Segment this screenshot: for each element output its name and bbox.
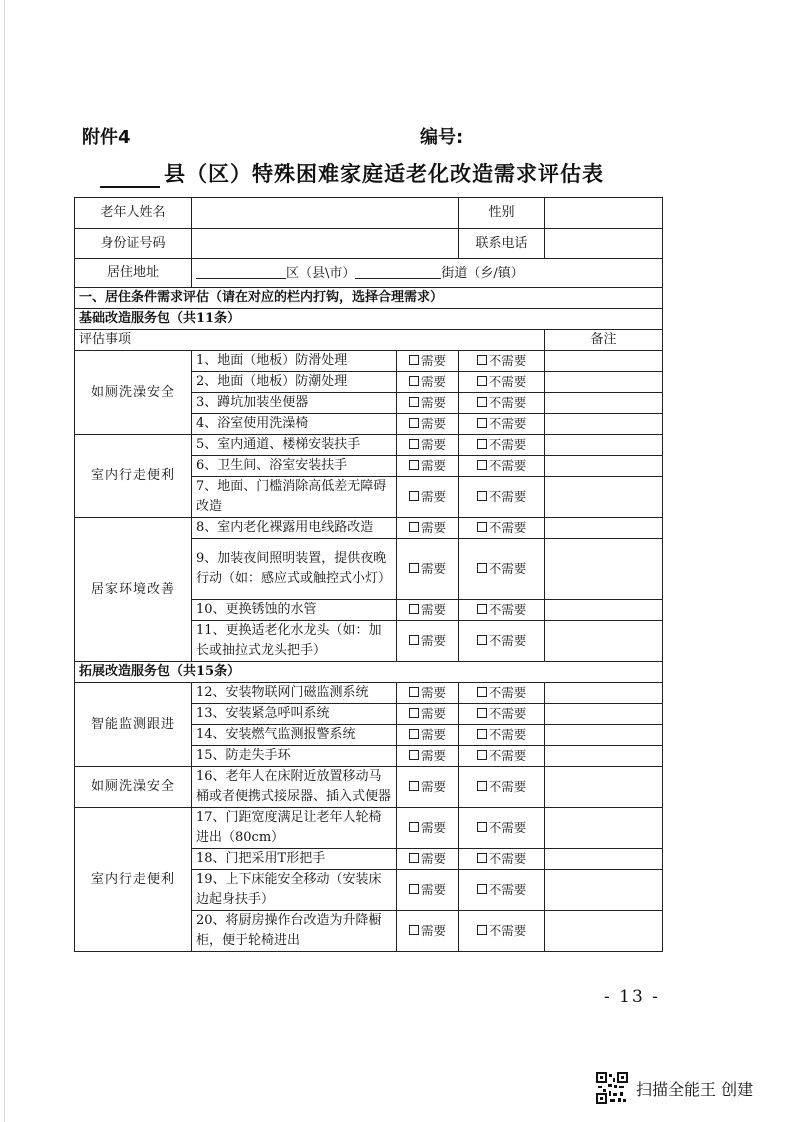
checkbox-icon[interactable]: [477, 439, 487, 449]
no-need-option-label: 不需要: [488, 779, 527, 794]
checkbox-icon[interactable]: [477, 397, 487, 407]
need-option[interactable]: [397, 351, 459, 372]
no-need-option[interactable]: [459, 456, 545, 477]
remark-cell[interactable]: [545, 767, 663, 808]
need-option[interactable]: [397, 539, 459, 600]
need-option[interactable]: [397, 683, 459, 704]
need-option[interactable]: [397, 746, 459, 767]
item-description: 12、安装物联网门磁监测系统: [192, 683, 397, 704]
no-need-option[interactable]: [459, 621, 545, 662]
need-option-label: 需要: [420, 820, 446, 835]
item-description: 14、安装燃气监测报警系统: [192, 725, 397, 746]
checkbox-icon[interactable]: [409, 397, 419, 407]
basic-package-body: [75, 351, 663, 662]
no-need-option[interactable]: [459, 746, 545, 767]
no-need-option[interactable]: [459, 414, 545, 435]
table-row: [75, 435, 663, 456]
checkbox-icon[interactable]: [477, 635, 487, 645]
item-description: 5、室内通道、楼梯安装扶手: [192, 435, 397, 456]
remark-cell[interactable]: [545, 704, 663, 725]
item-description: 16、老年人在床附近放置移动马桶或者便携式接尿器、插入式便器: [192, 767, 397, 808]
no-need-option[interactable]: [459, 808, 545, 849]
no-need-option-label: 不需要: [488, 416, 527, 431]
no-need-option[interactable]: [459, 393, 545, 414]
no-need-option-label: 不需要: [488, 374, 527, 389]
phone-field[interactable]: [545, 229, 663, 259]
need-option[interactable]: [397, 911, 459, 952]
remark-cell[interactable]: [545, 725, 663, 746]
no-need-option-label: 不需要: [488, 602, 527, 617]
checkbox-icon[interactable]: [477, 418, 487, 428]
checkbox-icon[interactable]: [409, 418, 419, 428]
need-option-label: 需要: [420, 923, 446, 938]
page-number: - 13 -: [604, 987, 660, 1007]
form-title-text: 县（区）特殊困难家庭适老化改造需求评估表: [164, 162, 604, 186]
table-row: [75, 683, 663, 704]
form-title: [100, 158, 604, 188]
checkbox-icon[interactable]: [477, 460, 487, 470]
item-description: 11、更换适老化水龙头（如：加长或抽拉式龙头把手）: [192, 621, 397, 662]
need-option-label: 需要: [420, 602, 446, 617]
item-description: 6、卫生间、浴室安装扶手: [192, 456, 397, 477]
remark-cell[interactable]: [545, 600, 663, 621]
category-label: 室内行走便利: [75, 435, 192, 518]
need-option-label: 需要: [420, 561, 446, 576]
no-need-option-label: 不需要: [488, 458, 527, 473]
no-need-option[interactable]: [459, 372, 545, 393]
item-description: 9、加装夜间照明装置，提供夜晚行动（如：感应式或触控式小灯）: [192, 539, 397, 600]
remark-cell[interactable]: [545, 435, 663, 456]
checkbox-icon[interactable]: [409, 604, 419, 614]
table-row: [75, 767, 663, 808]
extended-package-body: [75, 683, 663, 952]
eval-header: 评估事项: [75, 330, 545, 351]
remark-cell[interactable]: [545, 621, 663, 662]
street-suffix: 街道（乡/镇）: [441, 265, 524, 281]
no-need-option[interactable]: [459, 725, 545, 746]
no-need-option[interactable]: [459, 704, 545, 725]
remark-cell[interactable]: [545, 849, 663, 870]
checkbox-icon[interactable]: [409, 439, 419, 449]
scanner-text: 扫描全能王 创建: [636, 1079, 754, 1099]
item-description: 13、安装紧急呼叫系统: [192, 704, 397, 725]
remark-cell[interactable]: [545, 456, 663, 477]
need-option[interactable]: [397, 435, 459, 456]
phone-label: 联系电话: [459, 229, 545, 259]
need-option[interactable]: [397, 725, 459, 746]
need-option[interactable]: [397, 600, 459, 621]
checkbox-icon[interactable]: [409, 522, 419, 532]
no-need-option[interactable]: [459, 767, 545, 808]
section-1-title: 一、居住条件需求评估（请在对应的栏内打钩，选择合理需求）: [75, 288, 663, 309]
county-blank[interactable]: [100, 162, 160, 188]
checkbox-icon[interactable]: [409, 376, 419, 386]
category-label: 如厕洗澡安全: [75, 767, 192, 808]
checkbox-icon[interactable]: [409, 781, 419, 791]
checkbox-icon[interactable]: [477, 884, 487, 894]
item-description: 10、更换锈蚀的水管: [192, 600, 397, 621]
district-suffix: 区（县\市）: [286, 265, 356, 281]
table-row: [75, 518, 663, 539]
checkbox-icon[interactable]: [477, 563, 487, 573]
need-option[interactable]: [397, 849, 459, 870]
checkbox-icon[interactable]: [477, 853, 487, 863]
checkbox-icon[interactable]: [477, 355, 487, 365]
item-description: 2、地面（地板）防潮处理: [192, 372, 397, 393]
checkbox-icon[interactable]: [409, 355, 419, 365]
need-option-label: 需要: [420, 748, 446, 763]
category-label: 如厕洗澡安全: [75, 351, 192, 435]
checkbox-icon[interactable]: [477, 708, 487, 718]
checkbox-icon[interactable]: [477, 491, 487, 501]
page-edge: [4, 0, 5, 1122]
checkbox-icon[interactable]: [477, 604, 487, 614]
need-option-label: 需要: [420, 779, 446, 794]
need-option-label: 需要: [420, 458, 446, 473]
no-need-option-label: 不需要: [488, 882, 527, 897]
no-need-option-label: 不需要: [488, 727, 527, 742]
basic-package-title: 基础改造服务包（共11条）: [75, 309, 663, 330]
checkbox-icon[interactable]: [409, 635, 419, 645]
need-option-label: 需要: [420, 520, 446, 535]
remark-cell[interactable]: [545, 683, 663, 704]
checkbox-icon[interactable]: [477, 522, 487, 532]
no-need-option-label: 不需要: [488, 820, 527, 835]
need-option-label: 需要: [420, 395, 446, 410]
item-description: 3、蹲坑加装坐便器: [192, 393, 397, 414]
checkbox-icon[interactable]: [409, 853, 419, 863]
district-blank[interactable]: [196, 263, 286, 279]
checkbox-icon[interactable]: [409, 563, 419, 573]
remark-cell[interactable]: [545, 393, 663, 414]
need-option[interactable]: [397, 621, 459, 662]
need-option[interactable]: [397, 372, 459, 393]
need-option[interactable]: [397, 870, 459, 911]
remark-cell[interactable]: [545, 414, 663, 435]
assessment-form-table: [74, 197, 663, 952]
id-label: 身份证号码: [75, 229, 192, 259]
extended-package-title: 拓展改造服务包（共15条）: [75, 662, 663, 683]
need-option[interactable]: [397, 393, 459, 414]
remark-header: 备注: [545, 330, 663, 351]
serial-number-label: 编号:: [420, 127, 464, 148]
remark-cell[interactable]: [545, 808, 663, 849]
table-row: [75, 808, 663, 849]
checkbox-icon[interactable]: [477, 822, 487, 832]
remark-cell[interactable]: [545, 372, 663, 393]
no-need-option-label: 不需要: [488, 395, 527, 410]
need-option-label: 需要: [420, 437, 446, 452]
no-need-option-label: 不需要: [488, 748, 527, 763]
no-need-option-label: 不需要: [488, 437, 527, 452]
need-option[interactable]: [397, 477, 459, 518]
no-need-option-label: 不需要: [488, 561, 527, 576]
no-need-option-label: 不需要: [488, 685, 527, 700]
item-description: 15、防走失手环: [192, 746, 397, 767]
gender-field[interactable]: [545, 198, 663, 229]
checkbox-icon[interactable]: [409, 687, 419, 697]
need-option-label: 需要: [420, 706, 446, 721]
no-need-option-label: 不需要: [488, 923, 527, 938]
no-need-option[interactable]: [459, 539, 545, 600]
remark-cell[interactable]: [545, 351, 663, 372]
no-need-option[interactable]: [459, 849, 545, 870]
need-option[interactable]: [397, 767, 459, 808]
remark-cell[interactable]: [545, 518, 663, 539]
id-field[interactable]: [192, 229, 459, 259]
no-need-option[interactable]: [459, 911, 545, 952]
checkbox-icon[interactable]: [409, 750, 419, 760]
remark-cell[interactable]: [545, 911, 663, 952]
no-need-option-label: 不需要: [488, 633, 527, 648]
street-blank[interactable]: [355, 263, 441, 279]
item-description: 4、浴室使用洗澡椅: [192, 414, 397, 435]
item-description: 8、室内老化裸露用电线路改造: [192, 518, 397, 539]
item-description: 19、上下床能安全移动（安装床边起身扶手）: [192, 870, 397, 911]
attachment-label: 附件4: [82, 127, 131, 148]
checkbox-icon[interactable]: [409, 925, 419, 935]
no-need-option[interactable]: [459, 683, 545, 704]
checkbox-icon[interactable]: [477, 687, 487, 697]
need-option[interactable]: [397, 456, 459, 477]
scanner-watermark: [596, 1072, 753, 1104]
need-option-label: 需要: [420, 353, 446, 368]
checkbox-icon[interactable]: [477, 729, 487, 739]
no-need-option[interactable]: [459, 477, 545, 518]
no-need-option[interactable]: [459, 351, 545, 372]
checkbox-icon[interactable]: [477, 925, 487, 935]
need-option-label: 需要: [420, 416, 446, 431]
need-option[interactable]: [397, 518, 459, 539]
need-option-label: 需要: [420, 685, 446, 700]
category-label: 居家环境改善: [75, 518, 192, 662]
no-need-option[interactable]: [459, 600, 545, 621]
checkbox-icon[interactable]: [477, 781, 487, 791]
need-option[interactable]: [397, 414, 459, 435]
category-label: 智能监测跟进: [75, 683, 192, 767]
need-option-label: 需要: [420, 851, 446, 866]
checkbox-icon[interactable]: [477, 376, 487, 386]
item-description: 20、将厨房操作台改造为升降橱柜，便于轮椅进出: [192, 911, 397, 952]
no-need-option-label: 不需要: [488, 706, 527, 721]
no-need-option[interactable]: [459, 435, 545, 456]
need-option-label: 需要: [420, 489, 446, 504]
item-description: 7、地面、门槛消除高低差无障碍改造: [192, 477, 397, 518]
need-option-label: 需要: [420, 727, 446, 742]
need-option-label: 需要: [420, 374, 446, 389]
remark-cell[interactable]: [545, 870, 663, 911]
need-option-label: 需要: [420, 882, 446, 897]
category-label: 室内行走便利: [75, 808, 192, 952]
qr-code-icon: [596, 1072, 628, 1104]
no-need-option[interactable]: [459, 870, 545, 911]
checkbox-icon[interactable]: [409, 884, 419, 894]
need-option-label: 需要: [420, 633, 446, 648]
remark-cell[interactable]: [545, 477, 663, 518]
item-description: 18、门把采用T形把手: [192, 849, 397, 870]
no-need-option-label: 不需要: [488, 520, 527, 535]
need-option[interactable]: [397, 704, 459, 725]
checkbox-icon[interactable]: [409, 822, 419, 832]
remark-cell[interactable]: [545, 539, 663, 600]
checkbox-icon[interactable]: [409, 491, 419, 501]
checkbox-icon[interactable]: [477, 750, 487, 760]
name-label: 老年人姓名: [75, 198, 192, 229]
table-row: [75, 351, 663, 372]
checkbox-icon[interactable]: [409, 729, 419, 739]
item-description: 1、地面（地板）防滑处理: [192, 351, 397, 372]
item-description: 17、门距宽度满足让老年人轮椅进出（80cm）: [192, 808, 397, 849]
checkbox-icon[interactable]: [409, 460, 419, 470]
no-need-option[interactable]: [459, 518, 545, 539]
checkbox-icon[interactable]: [409, 708, 419, 718]
remark-cell[interactable]: [545, 746, 663, 767]
need-option[interactable]: [397, 808, 459, 849]
name-field[interactable]: [192, 198, 459, 229]
address-field[interactable]: [192, 259, 663, 288]
no-need-option-label: 不需要: [488, 489, 527, 504]
no-need-option-label: 不需要: [488, 851, 527, 866]
address-label: 居住地址: [75, 259, 192, 288]
no-need-option-label: 不需要: [488, 353, 527, 368]
gender-label: 性别: [459, 198, 545, 229]
